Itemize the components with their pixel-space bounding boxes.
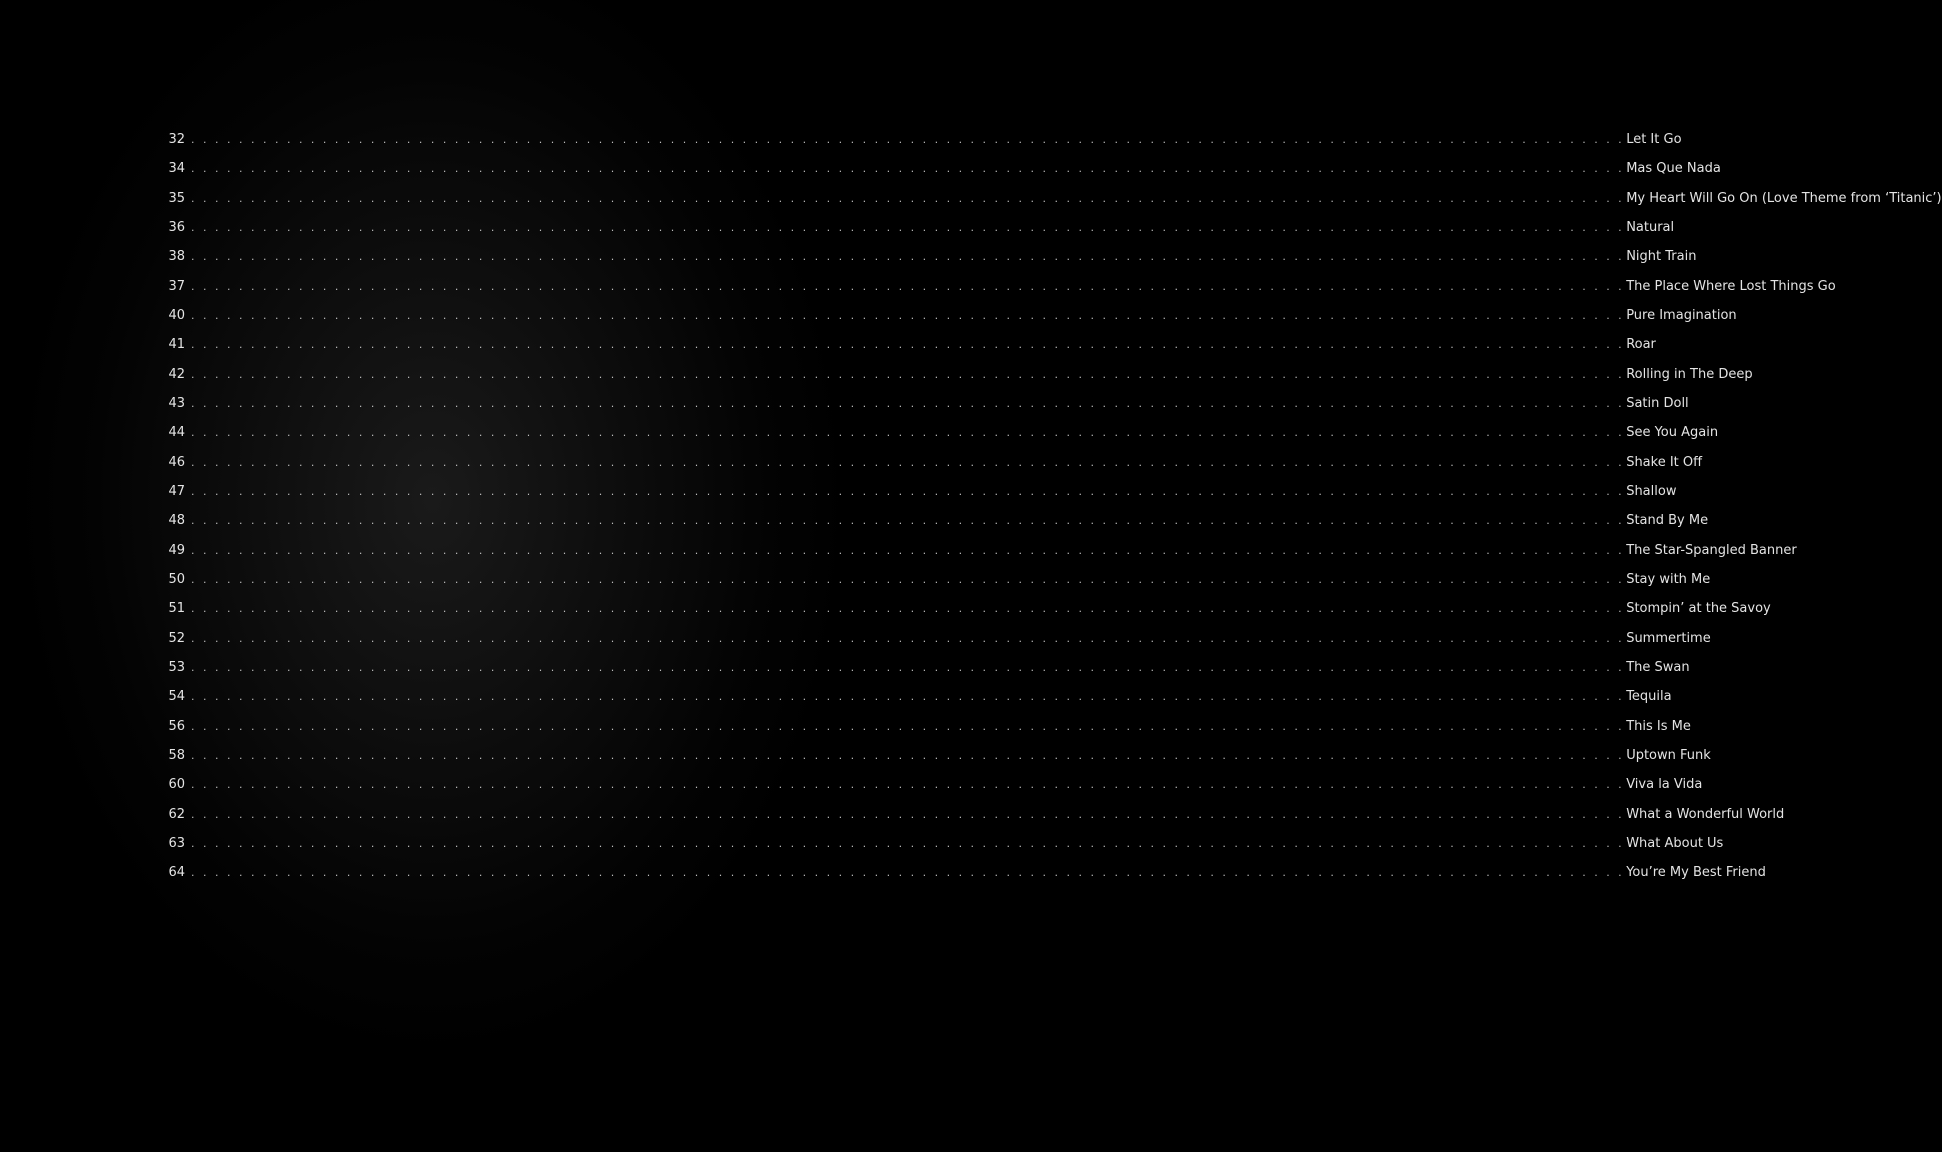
dot-leader: . . . . . . . . . . . . . . . . . . . . . . . . . . . . . . . . . . . . . . . . . . . . . . . . . . . . . . . . . . . . . . . . . . . . . . . . . . . . . . . . . . . . . . . . . . . . . . . . . . . . . . . . . . . . . . . . . . . . . . . . [191, 690, 1625, 704]
toc-entry [160, 454, 1703, 484]
dot-leader: . . . . . . . . . . . . . . . . . . . . . . . . . . . . . . . . . . . . . . . . . . . . . . . . . . . . . . . . . . . . . . . . . . . . . . . . . . . . . . . . . . . . . . . . . . . . . . . . . . . . . . . . . . . . . . . . . . . . . . . . [191, 133, 1625, 146]
toc-song-title: Pure Imagination [1626, 307, 1737, 323]
toc-entry [160, 483, 1677, 513]
toc-page-number: 44 [168, 425, 185, 441]
toc-entry [160, 777, 1703, 806]
dot-leader: . . . . . . . . . . . . . . . . . . . . . . . . . . . . . . . . . . . . . . . . . . . . . . . . . . . . . . . . . . . . . . . . . . . . . . . . . . . . . . . . . . . . . . . . . . . . . . . . . . . . . . . . . . . . . . . . . . . . . . . . [191, 250, 1625, 264]
toc-entry [160, 806, 1785, 836]
toc-entry [160, 865, 1766, 894]
toc-entry [160, 571, 1711, 601]
toc-song-title: Let It Go [1626, 132, 1682, 147]
toc-page-number: 51 [168, 601, 185, 617]
dot-leader: . . . . . . . . . . . . . . . . . . . . . . . . . . . . . . . . . . . . . . . . . . . . . . . . . . . . . . . . . . . . . . . . . . . . . . . . . . . . . . . . . . . . . . . . . . . . . . . . . . . . . . . . . . . . . . . . . . . . . . . . [191, 338, 1625, 352]
dot-leader: . . . . . . . . . . . . . . . . . . . . . . . . . . . . . . . . . . . . . . . . . . . . . . . . . . . . . . . . . . . . . . . . . . . . . . . . . . . . . . . . . . . . . . . . . . . . . . . . . . . . . . . . . . . . . . . . . . . . . . . . [191, 778, 1625, 792]
toc-page-number: 50 [168, 571, 185, 587]
toc-entry [160, 747, 1711, 777]
toc-entry [160, 689, 1672, 718]
toc-page-number: 56 [168, 718, 185, 734]
toc-song-title: Satin Doll [1626, 395, 1689, 411]
toc-song-title: What a Wonderful World [1626, 806, 1785, 822]
toc-page-number: 54 [168, 689, 185, 705]
toc-page-number: 41 [168, 337, 185, 353]
toc-page-number: 60 [168, 777, 185, 793]
toc-page-number: 38 [168, 249, 185, 265]
dot-leader: . . . . . . . . . . . . . . . . . . . . . . . . . . . . . . . . . . . . . . . . . . . . . . . . . . . . . . . . . . . . . . . . . . . . . . . . . . . . . . . . . . . . . . . . . . . . . . . . . . . . . . . . . . . . . . . . . . . . . . . . [191, 484, 1625, 498]
toc-page-number: 58 [168, 747, 185, 763]
dot-leader: . . . . . . . . . . . . . . . . . . . . . . . . . . . . . . . . . . . . . . . . . . . . . . . . . . . . . . . . . . . . . . . . . . . . . . . . . . . . . . . . . . . . . . . . . . . . . . . . . . . . . . . . . . . . . . . . . . . . . . . . [191, 426, 1625, 440]
toc-page-number: 46 [168, 454, 185, 470]
toc-page-number: 49 [168, 542, 185, 558]
dot-leader: . . . . . . . . . . . . . . . . . . . . . . . . . . . . . . . . . . . . . . . . . . . . . . . . . . . . . . . . . . . . . . . . . . . . . . . . . . . . . . . . . . . . . . . . . . . . . . . . . . . . . . . . . . . . . . . . . . . . . . . . [191, 514, 1625, 528]
toc-entry [160, 337, 1656, 366]
toc-page-number: 36 [168, 219, 185, 235]
toc-song-title: Mas Que Nada [1626, 161, 1721, 177]
toc-entry [160, 249, 1697, 278]
toc-song-title: Night Train [1626, 249, 1697, 265]
toc-song-title: This Is Me [1626, 718, 1691, 734]
toc-entry [160, 395, 1689, 425]
toc-song-title: The Star-Spangled Banner [1626, 542, 1797, 558]
toc-song-title: Roar [1626, 337, 1656, 353]
toc-entry [160, 835, 1724, 865]
toc-page-number: 42 [168, 366, 185, 382]
toc-song-title: You’re My Best Friend [1626, 865, 1766, 881]
dot-leader: . . . . . . . . . . . . . . . . . . . . . . . . . . . . . . . . . . . . . . . . . . . . . . . . . . . . . . . . . . . . . . . . . . . . . . . . . . . . . . . . . . . . . . . . . . . . . . . . . . . . . . . . . . . . . . . . . . . . . . . . [191, 572, 1625, 586]
toc-song-title: Summertime [1626, 630, 1711, 646]
toc-entry [160, 278, 1836, 308]
toc-song-title: The Place Where Lost Things Go [1626, 278, 1836, 294]
toc-entry [160, 425, 1719, 454]
toc-entry [160, 190, 1942, 220]
toc-page-number: 63 [168, 835, 185, 851]
toc-song-title: Shallow [1626, 483, 1677, 499]
toc-song-title: Viva la Vida [1626, 777, 1703, 793]
dot-leader: . . . . . . . . . . . . . . . . . . . . . . . . . . . . . . . . . . . . . . . . . . . . . . . . . . . . . . . . . . . . . . . . . . . . . . . . . . . . . . . . . . . . . . . . . . . . . . . . . . . . . . . . . . . . . . . . . . . . . . . . [191, 367, 1625, 381]
toc-entry [160, 132, 1682, 161]
toc-song-title: Uptown Funk [1626, 747, 1711, 763]
dot-leader: . . . . . . . . . . . . . . . . . . . . . . . . . . . . . . . . . . . . . . . . . . . . . . . . . . . . . . . . . . . . . . . . . . . . . . . . . . . . . . . . . . . . . . . . . . . . . . . . . . . . . . . . . . . . . . . . . . . . . . . . [191, 660, 1625, 674]
toc-page-number: 48 [168, 513, 185, 529]
toc-entry [160, 307, 1737, 337]
dot-leader: . . . . . . . . . . . . . . . . . . . . . . . . . . . . . . . . . . . . . . . . . . . . . . . . . . . . . . . . . . . . . . . . . . . . . . . . . . . . . . . . . . . . . . . . . . . . . . . . . . . . . . . . . . . . . . . . . . . . . . . . [191, 191, 1625, 205]
toc-song-title: Stand By Me [1626, 513, 1709, 529]
dot-leader: . . . . . . . . . . . . . . . . . . . . . . . . . . . . . . . . . . . . . . . . . . . . . . . . . . . . . . . . . . . . . . . . . . . . . . . . . . . . . . . . . . . . . . . . . . . . . . . . . . . . . . . . . . . . . . . . . . . . . . . . [191, 162, 1625, 176]
toc-page-number: 43 [168, 395, 185, 411]
toc-entry [160, 542, 1797, 572]
dot-leader: . . . . . . . . . . . . . . . . . . . . . . . . . . . . . . . . . . . . . . . . . . . . . . . . . . . . . . . . . . . . . . . . . . . . . . . . . . . . . . . . . . . . . . . . . . . . . . . . . . . . . . . . . . . . . . . . . . . . . . . . [191, 455, 1625, 469]
toc-song-title: Stompin’ at the Savoy [1626, 601, 1771, 617]
toc-song-title: Rolling in The Deep [1626, 366, 1753, 382]
dot-leader: . . . . . . . . . . . . . . . . . . . . . . . . . . . . . . . . . . . . . . . . . . . . . . . . . . . . . . . . . . . . . . . . . . . . . . . . . . . . . . . . . . . . . . . . . . . . . . . . . . . . . . . . . . . . . . . . . . . . . . . . [191, 308, 1625, 322]
dot-leader: . . . . . . . . . . . . . . . . . . . . . . . . . . . . . . . . . . . . . . . . . . . . . . . . . . . . . . . . . . . . . . . . . . . . . . . . . . . . . . . . . . . . . . . . . . . . . . . . . . . . . . . . . . . . . . . . . . . . . . . . [191, 866, 1625, 880]
toc-song-title: Shake It Off [1626, 454, 1703, 470]
toc-song-title: Natural [1626, 219, 1675, 235]
dot-leader: . . . . . . . . . . . . . . . . . . . . . . . . . . . . . . . . . . . . . . . . . . . . . . . . . . . . . . . . . . . . . . . . . . . . . . . . . . . . . . . . . . . . . . . . . . . . . . . . . . . . . . . . . . . . . . . . . . . . . . . . [191, 719, 1625, 733]
dot-leader: . . . . . . . . . . . . . . . . . . . . . . . . . . . . . . . . . . . . . . . . . . . . . . . . . . . . . . . . . . . . . . . . . . . . . . . . . . . . . . . . . . . . . . . . . . . . . . . . . . . . . . . . . . . . . . . . . . . . . . . . [191, 748, 1625, 762]
toc-page-number: 64 [168, 865, 185, 881]
toc-entry [160, 601, 1771, 630]
dot-leader: . . . . . . . . . . . . . . . . . . . . . . . . . . . . . . . . . . . . . . . . . . . . . . . . . . . . . . . . . . . . . . . . . . . . . . . . . . . . . . . . . . . . . . . . . . . . . . . . . . . . . . . . . . . . . . . . . . . . . . . . [191, 396, 1625, 410]
dot-leader: . . . . . . . . . . . . . . . . . . . . . . . . . . . . . . . . . . . . . . . . . . . . . . . . . . . . . . . . . . . . . . . . . . . . . . . . . . . . . . . . . . . . . . . . . . . . . . . . . . . . . . . . . . . . . . . . . . . . . . . . [191, 807, 1625, 821]
dot-leader: . . . . . . . . . . . . . . . . . . . . . . . . . . . . . . . . . . . . . . . . . . . . . . . . . . . . . . . . . . . . . . . . . . . . . . . . . . . . . . . . . . . . . . . . . . . . . . . . . . . . . . . . . . . . . . . . . . . . . . . . [191, 836, 1625, 850]
toc-entry [160, 659, 1690, 689]
toc-entry [160, 630, 1711, 660]
toc-entry [160, 161, 1721, 190]
dot-leader: . . . . . . . . . . . . . . . . . . . . . . . . . . . . . . . . . . . . . . . . . . . . . . . . . . . . . . . . . . . . . . . . . . . . . . . . . . . . . . . . . . . . . . . . . . . . . . . . . . . . . . . . . . . . . . . . . . . . . . . . [191, 543, 1625, 557]
toc-song-title: The Swan [1626, 659, 1690, 675]
toc-page-number: 52 [168, 630, 185, 646]
toc-entry [160, 219, 1675, 249]
dot-leader: . . . . . . . . . . . . . . . . . . . . . . . . . . . . . . . . . . . . . . . . . . . . . . . . . . . . . . . . . . . . . . . . . . . . . . . . . . . . . . . . . . . . . . . . . . . . . . . . . . . . . . . . . . . . . . . . . . . . . . . . [191, 602, 1625, 616]
dot-leader: . . . . . . . . . . . . . . . . . . . . . . . . . . . . . . . . . . . . . . . . . . . . . . . . . . . . . . . . . . . . . . . . . . . . . . . . . . . . . . . . . . . . . . . . . . . . . . . . . . . . . . . . . . . . . . . . . . . . . . . . [191, 631, 1625, 645]
toc-page-number: 62 [168, 806, 185, 822]
dot-leader: . . . . . . . . . . . . . . . . . . . . . . . . . . . . . . . . . . . . . . . . . . . . . . . . . . . . . . . . . . . . . . . . . . . . . . . . . . . . . . . . . . . . . . . . . . . . . . . . . . . . . . . . . . . . . . . . . . . . . . . . [191, 220, 1625, 234]
toc-page-number: 35 [168, 190, 185, 206]
toc-page-number: 47 [168, 483, 185, 499]
toc-page-number: 40 [168, 307, 185, 323]
table-of-contents [160, 132, 1942, 895]
toc-entry [160, 718, 1691, 748]
dot-leader: . . . . . . . . . . . . . . . . . . . . . . . . . . . . . . . . . . . . . . . . . . . . . . . . . . . . . . . . . . . . . . . . . . . . . . . . . . . . . . . . . . . . . . . . . . . . . . . . . . . . . . . . . . . . . . . . . . . . . . . . [191, 279, 1625, 293]
toc-song-title: Stay with Me [1626, 571, 1711, 587]
toc-page-number: 53 [168, 659, 185, 675]
toc-entry [160, 366, 1753, 396]
toc-song-title: See You Again [1626, 425, 1719, 441]
toc-page-number: 32 [168, 132, 185, 147]
toc-song-title: Tequila [1626, 689, 1672, 705]
toc-entry [160, 513, 1709, 542]
toc-page-number: 34 [168, 161, 185, 177]
toc-song-title: What About Us [1626, 835, 1724, 851]
toc-page-number: 37 [168, 278, 185, 294]
toc-song-title: My Heart Will Go On (Love Theme from ‘Titanic’) [1626, 190, 1942, 206]
